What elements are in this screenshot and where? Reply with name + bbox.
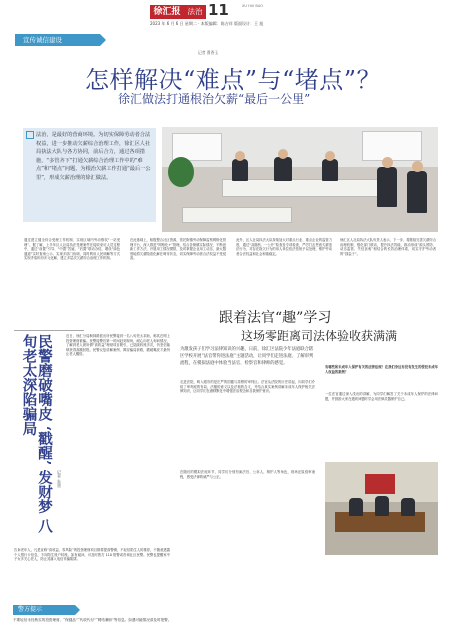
- second-story-subtitle: 这场零距离司法体验收获满满: [241, 329, 398, 343]
- second-story-lead: 为激发孩子们学习法律知识的兴趣，日前，徐汇区法院少年法庭联合辖区学校开展“法官带你进法庭”主题活动，让同学们走进法庭、了解审判流程，在模拟法庭中体验当法官、检察官和律师的感觉。: [180, 347, 314, 366]
- photo-board: [362, 131, 422, 161]
- photo-person: [349, 498, 363, 516]
- quote-icon: [26, 131, 34, 139]
- photo-person-head: [412, 161, 423, 172]
- photo-person-head: [325, 151, 335, 161]
- second-story-title: 跟着法官“趣”学习: [219, 310, 332, 326]
- intro-text: 法治，是最好的营商环境。为切实保障劳动者合法权益，进一步推动欠薪综合治理工作，徐汇区人社局执法大队与各方协同，前后合力，通过各项措施，“多管齐下”打通欠薪综合治理工作中的“难点”和“堵点”问题，为根治欠薪工作打通“最后一公里”，形成欠薪治理的徐汇做法。: [36, 132, 151, 181]
- photo-person: [401, 498, 415, 516]
- side-story-author: 记者 朱墨: [57, 470, 62, 488]
- photo-person: [407, 171, 427, 213]
- second-story-col-1: 走进法院，映入眼帘的是庄严的国徽与肃穆的审判区。法官从法院的历史讲起，向同学们介绍了审判庭的布局、法槌的意义以及法袍的含义，并结合真实案例讲解未成年人保护相关法律知识，让同学们在潜移默化中增强法治观念和自我保护意识。: [180, 380, 315, 394]
- top-story-col-2: 在此基础上，积极整合社区资源，依托街镇劳动保障监察网格化管理平台，深入推进“网格化+”管理。结合各街镇实际情况，不断创新工作方法，开展用工情况摸排，及时掌握企业用工动态，最大限度地将欠薪隐患化解在萌芽状态，切实保障劳动者合法权益不受侵害。: [130, 238, 226, 261]
- photo-emblem: [365, 474, 395, 494]
- qa-question: 有哪些和未成年人保护有关的法律法规？在我们身边有没有发生的侵犯未成年人权益的案例？: [325, 365, 438, 374]
- top-section-tag: 宣传诚信建设: [15, 34, 100, 46]
- issue-meta: 2023 年 6 月 6 日 星期二 · 本版编辑：陈吉祥 版面设计：王 旭: [150, 21, 264, 26]
- photo-person-head: [235, 151, 245, 161]
- photo-person-head: [278, 149, 288, 159]
- paper-pinyin: XU HUI BAO: [242, 4, 263, 8]
- photo-person: [375, 496, 389, 516]
- tag-arrow-icon: [100, 34, 106, 46]
- photo-desk: [222, 179, 382, 197]
- second-story-photo: [325, 462, 438, 555]
- side-story-col-2: 告诉老年人，凡是宣称“高收益、零风险”的投资理财项目都要提高警惕，不轻信陌生人的推荐，不随意透露个人银行卡信息，不向陌生账户转账。如有疑问，可及时拨打 110 报警或咨询社区民警。民警也提醒家中子女多关心老人，防止其落入电信诈骗陷阱。: [14, 548, 170, 562]
- photo-plant: [168, 157, 194, 187]
- photo-person-head: [382, 157, 393, 168]
- side-story-col-1: 近日，徐汇分局枫林路派出所民警接到一名八旬老太求助，称其在网上投资理财被骗。民警接警后第一时间赶到现场，耐心向老人询问情况，了解到老人被所谓“高收益”理财项目吸引，已陆续转账多次，仍坚信能够获得高额回报。民警反复讲解案例、揭穿骗局套路，磨破嘴皮才最终让老人醒悟。: [66, 334, 170, 357]
- top-story-col-1: 通过建立健全综合受理工作机制，实现区域内劳动维权“一站受理”。据了解，上半年区人社局执法受理案件在接收来访人员过程中，通过“前置”引导、“中置”答疑、“后置”联动办结，增设“绿色通道”实时查询公示、实现多部门协调，同时利用人民调解等方式实现矛盾纠纷多元化解，建立多层次欠薪综合治理工作机制。: [24, 238, 120, 261]
- photo-person: [274, 157, 292, 181]
- tips-text: 不要轻信未经核实的投资理财、“保健品”“代收代付”“网络兼职”等信息。如遇可疑情况请及时报警。: [13, 618, 172, 622]
- page-number: 11: [208, 1, 229, 19]
- photo-desk: [182, 207, 292, 223]
- section-divider: [14, 330, 84, 331]
- second-story-col-2: 在随后的模拟法庭环节，同学们分别扮演法官、公诉人、辩护人等角色，现场还原庭审流程，感受法律的威严与公正。: [180, 470, 315, 479]
- photo-person: [322, 159, 338, 181]
- top-story-col-4: 徐汇区人社局执法大队负责人表示，下一步，将继续完善欠薪综合治理机制，强化部门联动，提升执法效能，推动形成“源头预防、动态监管、失信惩戒”相结合的长效治理体系，切实守护劳动者的“钱袋子”。: [340, 238, 436, 256]
- tag-arrow-icon: [75, 605, 80, 615]
- top-story-title: 怎样解决“难点”与“堵点”？: [85, 66, 382, 94]
- second-story-col-3: 一位法官通过深入浅出的讲解，为同学们解答了关于未成年人保护的法律问题，并鼓励大家在遇到问题时学会用法律武器保护自己。: [325, 392, 438, 401]
- tips-tag: 警方提示: [13, 605, 75, 615]
- section-name: 法治: [187, 7, 203, 16]
- photo-person: [232, 159, 248, 181]
- top-story-subtitle: 徐汇做法打通根治欠薪“最后一公里”: [118, 92, 311, 106]
- top-story-col-3: 此外，区人社局执法大队持续加大对重点行业、重点企业的监管力度，通过“双随机、一公开”检查及专项检查，严厉打击恶意欠薪违法行为，对存在拖欠行为的用人单位依法依规予以处理，维护劳动者合法权益和社会和谐稳定。: [236, 238, 332, 256]
- side-story-title: 民警磨破嘴皮 ‘戳醒’ 发财梦 八旬老太深陷骗局: [20, 334, 53, 534]
- news-photo: [162, 127, 438, 232]
- top-story-author: 记者 曹香玉: [198, 50, 219, 55]
- photo-person: [377, 167, 397, 207]
- paper-name: 徐汇报: [153, 7, 181, 17]
